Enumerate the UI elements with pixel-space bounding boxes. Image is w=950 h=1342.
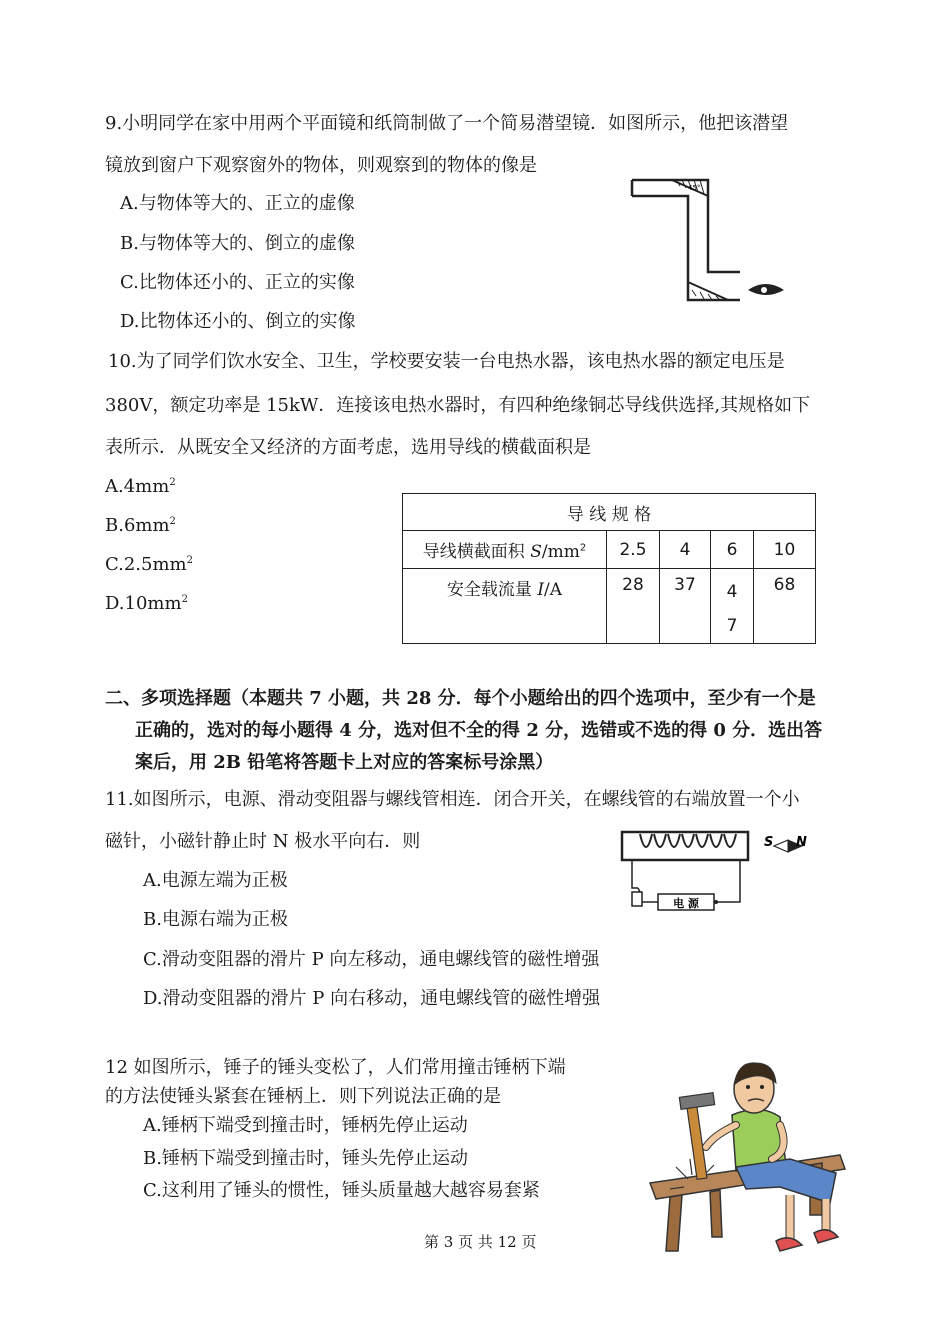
row1-value: 10 [754, 531, 816, 569]
q12-option-a: A.锤柄下端受到撞击时，锤柄先停止运动 [143, 1115, 468, 1136]
row2-label: 安全载流量 I/A [403, 569, 607, 644]
page-footer: 第 3 页 共 12 页 [424, 1233, 537, 1251]
q11-option-b: B.电源右端为正极 [143, 909, 288, 930]
q12-stem-line2: 的方法使锤头紧套在锤柄上．则下列说法正确的是 [105, 1086, 501, 1107]
q9-stem-line1: 9.小明同学在家中用两个平面镜和纸筒制做了一个简易潜望镜．如图所示，他把该潜望 [105, 113, 789, 134]
row2-value: 37 [660, 569, 711, 644]
q11-option-a: A.电源左端为正极 [143, 870, 288, 891]
q11-option-c: C.滑动变阻器的滑片 P 向左移动，通电螺线管的磁性增强 [143, 949, 600, 970]
q12-option-c: C.这利用了锤头的惯性，锤头质量越大越容易套紧 [143, 1180, 540, 1201]
periscope-figure [628, 172, 793, 307]
row1-value: 4 [660, 531, 711, 569]
q11-stem-line1: 11.如图所示，电源、滑动变阻器与螺线管相连．闭合开关，在螺线管的右端放置一个小 [105, 789, 800, 810]
table-title: 导 线 规 格 [403, 494, 816, 531]
wire-spec-table [402, 493, 816, 644]
q12-stem-line1: 12 如图所示，锤子的锤头变松了，人们常用撞击锤柄下端 [105, 1057, 566, 1078]
q10-option-a: $A.4mm^2$ [105, 476, 176, 497]
solenoid-circuit-figure [618, 826, 818, 916]
section2-heading-line1: 二、多项选择题（本题共 7 小题，共 28 分．每个小题给出的四个选项中，至少有一个是 [105, 688, 816, 709]
row1-label: 导线横截面积 $S/mm^2$ [403, 531, 607, 569]
power-source-label: 电 源 [673, 897, 699, 910]
rheostat [632, 892, 642, 906]
q9-option-a: A.与物体等大的、正立的虚像 [120, 193, 355, 214]
pole-n-label: N [796, 835, 807, 850]
q10-stem-line1: 10.为了同学们饮水安全、卫生，学校要安装一台电热水器，该电热水器的额定电压是 [108, 351, 785, 372]
q10-stem-line3: 表所示．从既安全又经济的方面考虑，选用导线的横截面积是 [105, 437, 591, 458]
shoe [776, 1238, 802, 1251]
row1-value: 6 [711, 531, 754, 569]
q9-option-d: D.比物体还小的、倒立的实像 [120, 311, 356, 332]
shoe [814, 1230, 838, 1243]
pole-s-label: S [764, 835, 774, 850]
q10-option-d: $D.10mm^2$ [105, 593, 188, 614]
q10-option-b: $B.6mm^2$ [105, 515, 176, 536]
row2-value: 28 [607, 569, 660, 644]
angle-label: 45° [688, 184, 701, 192]
q12-option-b: B.锤柄下端受到撞击时，锤头先停止运动 [143, 1148, 468, 1169]
q9-stem-line2: 镜放到窗户下观察窗外的物体，则观察到的物体的像是 [105, 155, 537, 176]
section2-heading-line2: 正确的，选对的每小题得 4 分，选对但不全的得 2 分，选错或不选的得 0 分．选出答 [135, 720, 823, 741]
row1-value: 2.5 [607, 531, 660, 569]
row2-value: 4 7 [711, 569, 754, 644]
hammer-man-illustration [640, 1055, 850, 1265]
q10-stem-line2: 380V，额定功率是 15kW．连接该电热水器时，有四种绝缘铜芯导线供选择,其规格如下 [105, 395, 811, 416]
hammer-head [679, 1093, 714, 1110]
q11-option-d: D.滑动变阻器的滑片 P 向右移动，通电螺线管的磁性增强 [143, 988, 601, 1009]
table-row [403, 531, 816, 569]
q9-option-c: C.比物体还小的、正立的实像 [120, 272, 355, 293]
q9-option-b: B.与物体等大的、倒立的虚像 [120, 233, 355, 254]
table-row [403, 569, 816, 644]
section2-heading-line3: 案后，用 2B 铅笔将答题卡上对应的答案标号涂黑） [135, 752, 554, 773]
row2-value: 68 [754, 569, 816, 644]
q10-option-c: $C.2.5mm^2$ [105, 554, 193, 575]
q11-stem-line2: 磁针，小磁针静止时 N 极水平向右．则 [105, 831, 421, 852]
